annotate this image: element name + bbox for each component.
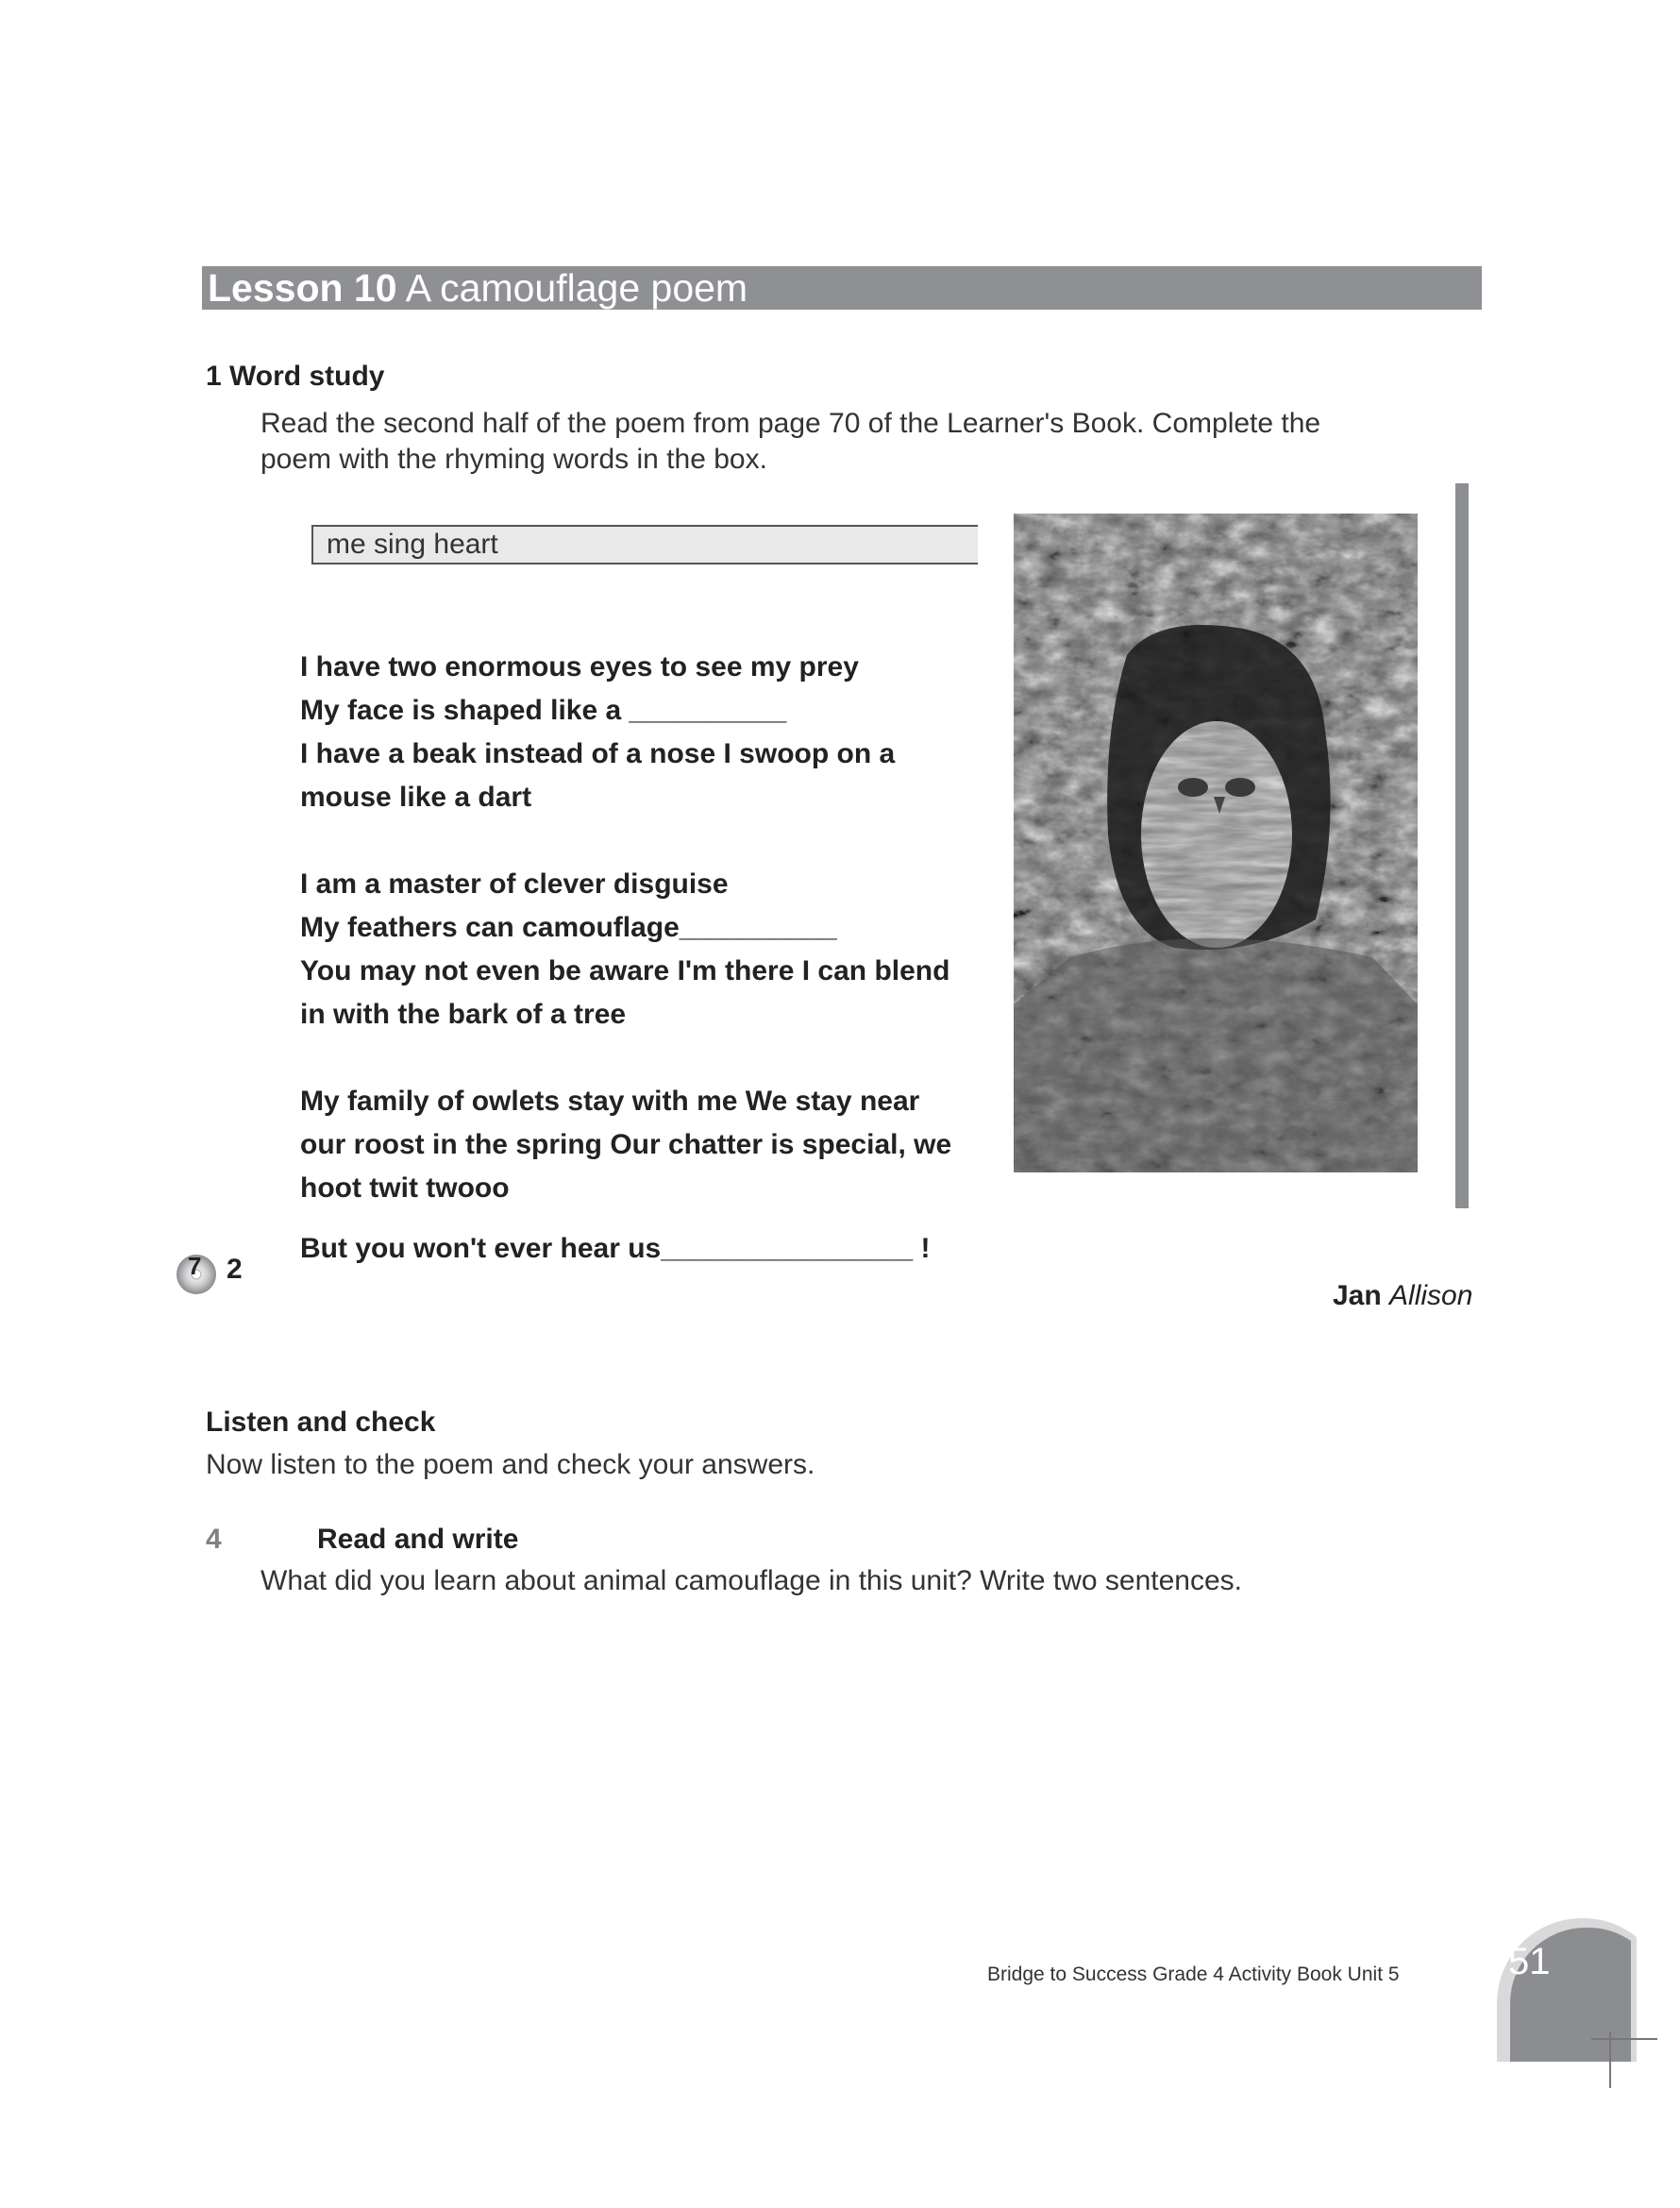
footer-book-title: Bridge to Success Grade 4 Activity Book Unit 5 [987,1964,1400,1985]
exercise-number-2: 2 [227,1254,243,1285]
side-decor-bar [1455,483,1469,1208]
poem-line: I have a beak instead of a nose I swoop on a [300,738,896,769]
read-write-instruction: What did you learn about animal camouflage in this unit? Write two sentences. [260,1565,1243,1596]
poem-line-blank: My face is shaped like a __________ [300,695,787,726]
page-number: 51 [1508,1941,1551,1982]
listen-check-instruction: Now listen to the poem and check your answers. [206,1449,815,1480]
author-last-name: Allison [1389,1280,1473,1311]
read-write-heading: Read and write [317,1524,519,1555]
poem-line: our roost in the spring Our chatter is special, we [300,1129,952,1160]
poem-line: You may not even be aware I'm there I can blend [300,955,950,986]
instructions-line-1: Read the second half of the poem from page 70 of the Learner's Book. Complete the [260,408,1321,439]
poem-line: mouse like a dart [300,782,532,813]
word-box-text: me sing heart [327,529,498,560]
poem-author [1333,1280,1472,1312]
word-study-heading: 1 Word study [206,361,385,392]
poem-line: I have two enormous eyes to see my prey [300,651,859,683]
poem [300,646,951,1210]
instructions-line-2: poem with the rhyming words in the box. [260,444,767,475]
page-number-badge [1469,1899,1657,2088]
poem-line: in with the bark of a tree [300,999,627,1030]
lesson-number: Lesson 10 [208,266,397,310]
author-first-name: Jan [1333,1280,1382,1311]
poem-last-line: But you won't ever hear us________________ ! [300,1233,931,1264]
poem-line: hoot twit twooo [300,1172,510,1204]
audio-track-number: 7 [188,1252,202,1280]
section-4-number: 4 [206,1524,222,1555]
listen-check-heading: Listen and check [206,1407,436,1438]
poem-line: My family of owlets stay with me We stay near [300,1086,920,1117]
lesson-banner [202,266,1482,310]
owl-photo [1014,514,1418,1172]
lesson-title: A camouflage poem [405,266,748,310]
word-box [311,525,978,565]
poem-line-blank: My feathers can camouflage__________ [300,912,837,943]
poem-line: I am a master of clever disguise [300,868,729,900]
word-study-instructions [260,406,1320,478]
